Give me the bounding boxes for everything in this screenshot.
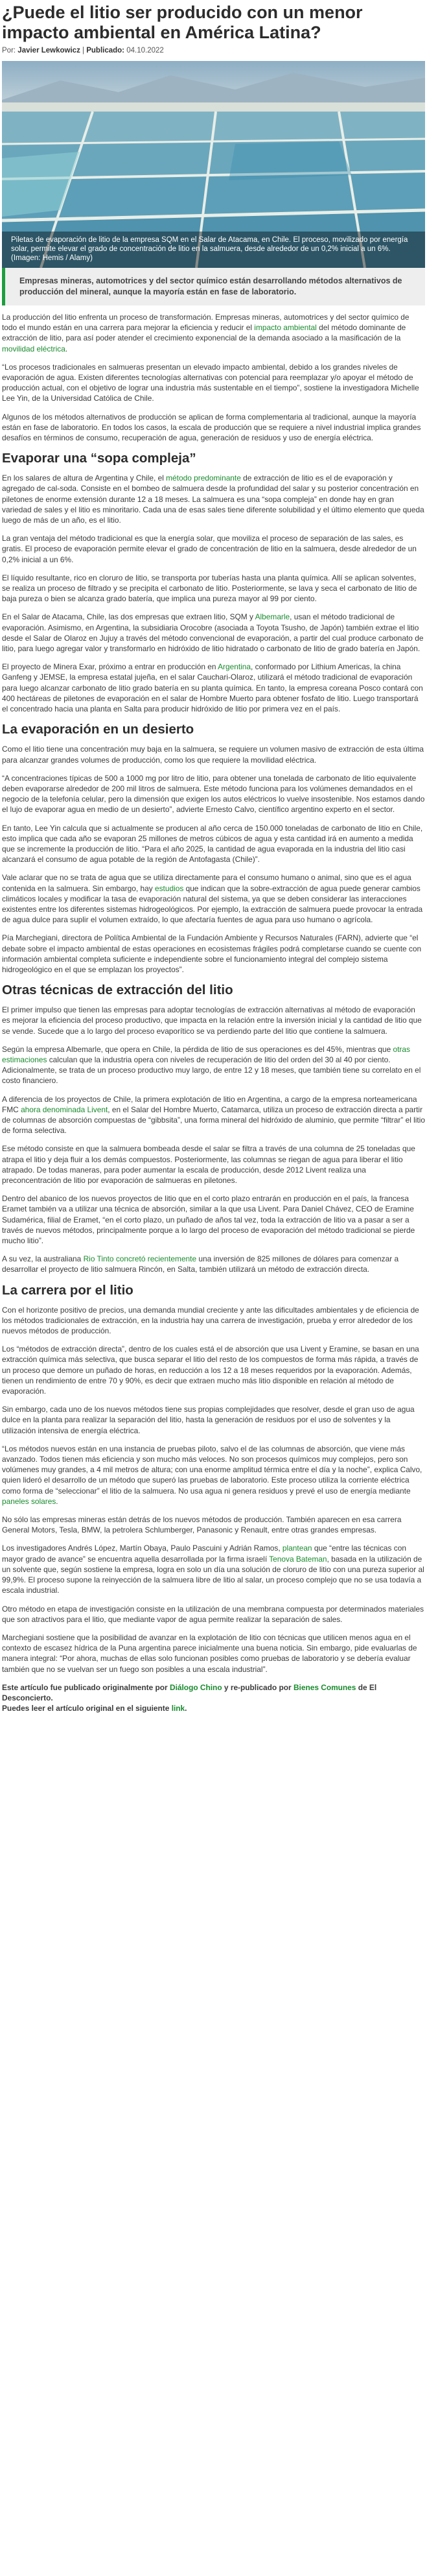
paragraph: A diferencia de los proyectos de Chile, la primera explotación de litio en Argentina, a cargo de la empresa norteamericana FMC ahora denominada Livent, en el Salar del Hombre Muerto, Catamarca, utiliza un proceso de extracción directa a partir de columnas de absorción compuestas de “gibbsita”, una forma mineral del hidróxido de aluminio, que permite “filtrar” el litio de forma selectiva. — [2, 1094, 425, 1136]
original-article-link[interactable]: link — [171, 1704, 185, 1713]
section-heading: Evaporar una “sopa compleja” — [2, 451, 196, 466]
published-label: Publicado: — [86, 47, 125, 54]
hero-image — [2, 61, 425, 268]
paragraph: Los investigadores Andrés López, Martín Obaya, Paulo Pascuini y Adrián Ramos, plantean que “entre las técnicas con mayor grado de avance” se encuentra aquella desarrollada por la firma israelí Tenova Bateman, basada en la utilización de un solvente que, según sostiene la empresa, logra en solo un día una solución de cloruro de litio con una pureza superior al 99,9%. El proceso supone la reinyección de la salmuera libre de litio al salar, un proceso complejo que no se usa todavía a escala industrial. — [2, 1544, 424, 1595]
inline-link[interactable]: Tenova Bateman — [269, 1554, 327, 1564]
section-heading: La carrera por el litio — [2, 1282, 133, 1298]
paragraph: Sin embargo, cada uno de los nuevos métodos tiene sus propias complejidades que resolver, desde el gran uso de agua dulce en la planta para realizar la separación del litio, hasta la generación de residuos por el uso de solventes y la utilización intensiva de energía eléctrica. — [2, 1405, 415, 1435]
paragraph: En los salares de altura de Argentina y Chile, el método predominante de extracción de litio es el de evaporación y agregado de cal-soda. Consiste en el bombeo de salmuera desde la profundidad del salar y su posterior concentración en piletones de enorme extensión durante 12 a 18 meses. La salmuera es una “sopa compleja” en donde hay en gran variedad de sales y el litio es minoritario. Cada una de esas sales tiene diferente solubilidad y el último elemento que queda luego de más de un año, es el litio. — [2, 473, 424, 525]
paragraph: Marchegiani sostiene que la posibilidad de avanzar en la explotación de litio con técnicas que utilicen menos agua en el contexto de escasez hídrica de la Puna argentina parece inicialmente una buena noticia. Sin embargo, pide evaluarlas de manera integral: “Por ahora, muchas de ellas solo funcionan posibles como pruebas de laboratorio y se debería evaluar también que no se vuelvan ser un fuego son posibles a una escala industrial”. — [2, 1632, 417, 1674]
article-title: ¿Puede el litio ser producido con un menor impacto ambiental en América Latina? — [2, 3, 363, 42]
inline-link[interactable]: impacto ambiental — [254, 323, 317, 333]
paragraph: En el Salar de Atacama, Chile, las dos empresas que extraen litio, SQM y Albemarle, usan el método tradicional de evaporación. Asimismo, en Argentina, la subsidiaria Orocobre (asociada a Toyota Tsusho, de Japón) también extrae el litio desde el Salar de Olaroz en Jujuy a través del método convencional de evaporación, a partir del cual produce carbonato de litio, para luego agregar valor y transformarlo en hidróxido de litio hidratado o carbonato de litio de grado batería en Japón. — [2, 612, 424, 654]
byline — [0, 43, 427, 58]
paragraph: Ese método consiste en que la salmuera bombeada desde el salar se filtra a través de una columna de 25 toneladas que atrapa el litio y deja fluir a los demás compuestos. Posteriormente, las columnas se riegan de agua para liberar el litio atrapado. De todas maneras, para poder aumentar la escala de producción, desde 2012 Livent realiza una preconcentración de litio por evaporación de salmueras en piletones. — [2, 1144, 415, 1185]
inline-link[interactable]: ahora denominada Livent — [21, 1104, 108, 1114]
source-link-bienes-comunes[interactable]: Bienes Comunes — [293, 1682, 356, 1692]
published-date: 04.10.2022 — [126, 47, 164, 54]
inline-link[interactable]: estudios — [154, 883, 184, 893]
paragraph: En tanto, Lee Yin calcula que si actualmente se producen al año cerca de 150.000 toneladas de carbonato de litio en Chile, esto implica que cada año se evaporan 25 millones de metros cúbicos de agua y esta cantidad irá en aumento a medida que se incremente la producción de litio. “Para el año 2025, la cantidad de agua evaporada en la industria del litio casi alcanzará el consumo de agua potable de la región de Antofagasta (Chile)”. — [2, 823, 423, 865]
paragraph: “Los procesos tradicionales en salmueras presentan un elevado impacto ambiental, debido a los grandes niveles de evaporación de agua. Existen diferentes tecnologías alternativas con potencial para reemplazar y/o apoyar el método de producción actual, con el objetivo de lograr una industria más sustentable en el tiempo”, sostiene la investigadora Michelle Lee Yin, de la Universidad Católica de Chile. — [2, 362, 419, 403]
paragraph: Como el litio tiene una concentración muy baja en la salmuera, se requiere un volumen masivo de extracción de esta última para alcanzar grandes volumes de producción, como los que requiere la movilidad eléctrica. — [2, 745, 424, 765]
paragraph: Los “métodos de extracción directa”, dentro de los cuales está el de absorción que usa Livent y Eramine, se basan en una extracción química más selectiva, que busca separar el litio del resto de los compuestos de forma más rápida, a través de un proceso que demore un puñado de horas, en reducción a los 12 a 18 meses requeridos por la evaporación. Además, tienen un rendimiento de entre 70 y 90%, es decir que extraen mucho más litio disponible en relación al método de evaporación. — [2, 1344, 419, 1396]
byline-separator: | — [82, 47, 85, 54]
paragraph: El primer impulso que tienen las empresas para adoptar tecnologías de extracción alternativas al método de evaporación es mejorar la eficiencia del proceso productivo, que impacta en la relación entre la inversión inicial y la cantidad de litio que se vende. Sucede que a lo largo del proceso evaporítico se va perdiendo parte del litio que contiene la salmuera. — [2, 1005, 422, 1036]
article-body — [0, 305, 427, 1713]
republication-note: Este artículo fue publicado originalmente por Diálogo Chino y re-publicado por Bienes Comunes de El Desconcierto. Puedes leer el artículo original en el siguiente link. — [2, 1682, 377, 1713]
inline-link[interactable]: movilidad eléctrica — [2, 344, 65, 353]
inline-link[interactable]: método predominante — [166, 473, 241, 483]
inline-link[interactable]: otras estimaciones — [2, 1044, 410, 1064]
source-link-dialogo-chino[interactable]: Diálogo Chino — [170, 1682, 222, 1692]
paragraph: Dentro del abanico de los nuevos proyectos de litio que en el corto plazo entrarán en producción en el país, la francesa Eramet también va a utilizar una técnica de absorción, similar a la que usa Livent. Para Daniel Chávez, CEO de Eramine Sudamérica, filial de Eramet, “en el corto plazo, un puñado de años tal vez, toda la extracción de litio va a pasar a ser a través de nuevos métodos, principalmente porque a lo largo del proceso de evaporación del método tradicional se pierde mucho litio”. — [2, 1194, 415, 1246]
inline-link[interactable]: paneles solares — [2, 1496, 56, 1506]
paragraph: “Los métodos nuevos están en una instancia de pruebas piloto, salvo el de las columnas de absorción, que viene más avanzado. Todos tienen más eficiencia y son mucho más veloces. No son procesos químicos muy complejos, pero son volúmenes muy grandes, a 4 mil metros de altura; con una enorme amplitud térmica entre el día y la noche”, explica Calvo, quien lideró el desarrollo de un método que superó las pruebas de laboratorio. Este proceso utiliza la corriente eléctrica como forma de “seleccionar” el litio de la salmuera. No usa agua ni genera residuos y prevé el uso de energía mediante paneles solares. — [2, 1444, 422, 1506]
inline-link[interactable]: plantean — [282, 1544, 312, 1553]
hero-caption: Piletas de evaporación de litio de la empresa SQM en el Salar de Atacama, en Chile. El proceso, movilizado por energía solar, permite elevar el grado de concentración de litio en la salmuera, desde alrededor de un 0,2% inicial a un 6%. (Imagen: Hemis / Alamy) — [2, 232, 425, 268]
inline-link[interactable]: Argentina — [218, 662, 251, 672]
paragraph: Pía Marchegiani, directora de Política Ambiental de la Fundación Ambiente y Recursos Naturales (FARN), advierte que “el debate sobre el impacto ambiental de estas operaciones en ecosistemas frágiles podrá completarse cuando se cuente con información ambiental completa suficiente e independiente sobre el funcionamiento integral del complejo sistema hidrogeológico en el que se emplazan los proyectos”. — [2, 933, 422, 974]
paragraph: El líquido resultante, rico en cloruro de litio, se transporta por tuberías hasta una planta química. Allí se aplican solventes, se realiza un proceso de filtrado y se precipita el carbonato de litio. Posteriormente, se lava y seca el carbonato de litio de baja pureza o bien se alcanza grado batería, que implica una pureza mayor al 99 por ciento. — [2, 573, 417, 604]
paragraph: No sólo las empresas mineras están detrás de los nuevos métodos de producción. También aparecen en esa carrera General Motors, Tesla, BMW, la petrolera Schlumberger, Panasonic y Renault, entre otras grandes empresas. — [2, 1515, 402, 1535]
author-prefix: Por: — [2, 47, 16, 54]
section-heading: Otras técnicas de extracción del litio — [2, 983, 233, 998]
paragraph: Con el horizonte positivo de precios, una demanda mundial creciente y ante las dificultades ambientales y de eficiencia de los métodos tradicionales de extracción, en la industria hay una carrera de investigación, prueba y error alrededor de los nuevos métodos de producción. — [2, 1305, 419, 1336]
paragraph: Algunos de los métodos alternativos de producción se aplican de forma complementaria al tradicional, aunque la mayoría están en fase de laboratorio. En todos los casos, la escala de producción que se requiere a nivel industrial implica grandes desafíos en términos de consumo, recuperación de agua, generación de residuos y uso de energía eléctrica. — [2, 412, 421, 443]
paragraph: La gran ventaja del método tradicional es que la energía solar, que moviliza el proceso de separación de las sales, es gratis. El proceso de evaporación permite elevar el grado de concentración de litio en la salmuera, desde alrededor de un 0,2% inicial a un 6%. — [2, 534, 417, 564]
inline-link[interactable]: Albemarle — [255, 612, 290, 622]
paragraph: “A concentraciones típicas de 500 a 1000 mg por litro de litio, para obtener una tonelada de carbonato de litio equivalente deben evaporarse alrededor de 200 mil litros de salmuera. Este método funciona para los volúmenes demandados en el negocio de la telefonía celular, pero la dimensión que exigen los autos eléctricos lo vuelve insostenible. Nos estamos dando el lujo de evaporar agua en medio de un desierto”, advierte Ernesto Calvo, científico argentino experto en el sector. — [2, 773, 425, 815]
paragraph: Otro método en etapa de investigación consiste en la utilización de una membrana compuesta por determinados materiales que son atractivos para el litio, que mediante vapor de agua permite realizar la separación de sales. — [2, 1604, 424, 1624]
paragraph: Vale aclarar que no se trata de agua que se utiliza directamente para el consumo humano o animal, sino que es el agua contenida en la salmuera. Sin embargo, hay estudios que indican que la sobre-extracción de agua puede generar cambios climáticos locales y modificar la tasa de evaporación natural del sistema, ya que se deben considerar las interacciones existentes entre los diferentes sistemas hidrogeológicos. Por ejemplo, la extracción de salmuera puede provocar la entrada de agua dulce para suplir el volumen extraído, lo que afectaría fuentes de agua para uso humano o agrícola. — [2, 873, 423, 925]
author-name[interactable]: Javier Lewkowicz — [17, 47, 80, 54]
paragraph: A su vez, la australiana Rio Tinto concretó recientemente una inversión de 825 millones de dólares para comenzar a desarrollar el proyecto de litio salmuera Rincón, en Salta, también utilizará un método de extracción directa. — [2, 1254, 399, 1274]
article-lead: Empresas mineras, automotrices y del sector químico están desarrollando métodos alternativos de producción del mineral, aunque la mayoría están en fase de laboratorio. — [2, 268, 425, 305]
paragraph: Según la empresa Albemarle, que opera en Chile, la pérdida de litio de sus operaciones es del 45%, mientras que otras estimaciones calculan que la industria opera con niveles de recuperación de litio del orden del 30 al 40 por ciento. Adicionalmente, se trata de un proceso productivo muy largo, de entre 12 y 18 meses, que también tiene su correlato en el costo financiero. — [2, 1044, 421, 1086]
inline-link[interactable]: Rio Tinto concretó recientemente — [83, 1254, 197, 1264]
section-heading: La evaporación en un desierto — [2, 722, 194, 737]
paragraph: La producción del litio enfrenta un proceso de transformación. Empresas mineras, automotrices y del sector químico de todo el mundo están en una carrera para mejorar la eficiencia y reducir el impacto ambiental del método dominante de extracción de litio, para así poder atender el crecimiento exponencial de la demanda asociado a la masificación de la movilidad eléctrica. — [2, 313, 410, 353]
paragraph: El proyecto de Minera Exar, próximo a entrar en producción en Argentina, conformado por Lithium Americas, la china Ganfeng y JEMSE, la empresa estatal jujeña, en el salar Cauchari-Olaroz, utilizará el método tradicional de evaporación para luego alcanzar carbonato de litio grado batería en su planta química. En tanto, la empresa coreana Posco contará con 400 hectáreas de piletones de evaporación en el salar de Hombre Muerto para obtener fosfato de litio. Luego transportará el concentrado hacia una planta en Salta para producir hidróxido de litio por primera vez en el país. — [2, 662, 423, 714]
